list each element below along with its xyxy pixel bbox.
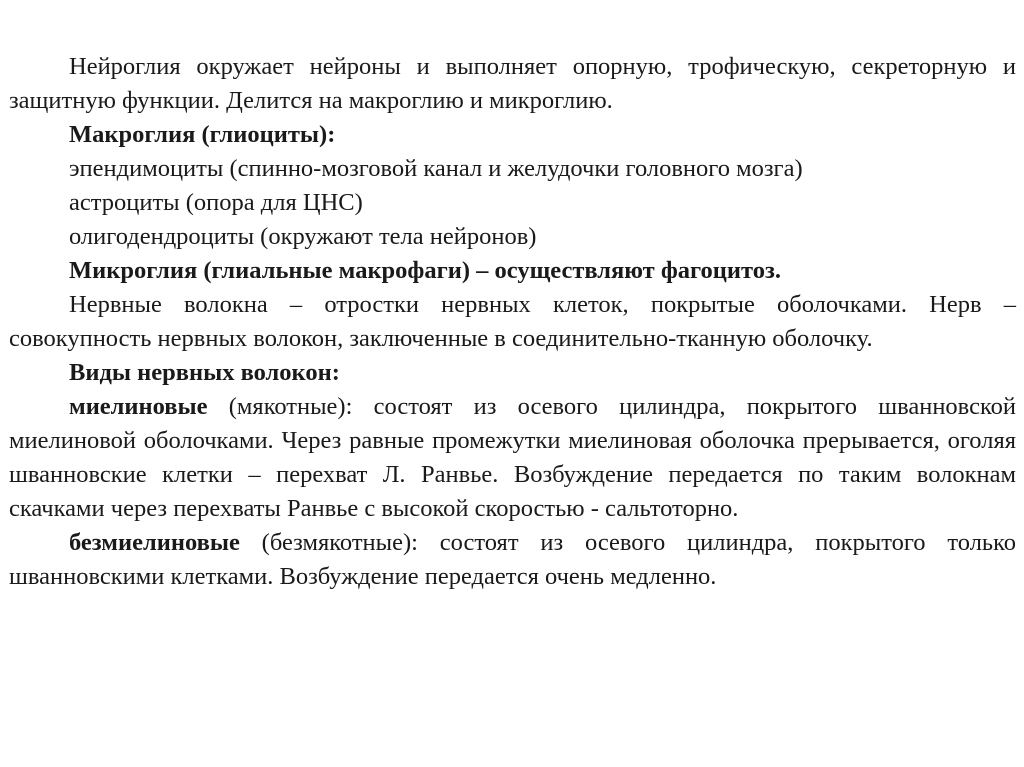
nerve-fibers-paragraph: Нервные волокна – отростки нервных клеток, покрытые оболочками. Нерв – совокупность нервных волокон, заключенные в соединительно-тканную оболочку. [9,291,1016,352]
oligodendrocytes-line: олигодендроциты (окружают тела нейронов) [69,223,537,250]
macroglia-heading: Макроглия (глиоциты): [69,121,336,148]
astrocytes-line: астроциты (опора для ЦНС) [69,189,363,216]
myelinated-term: миелиновые [69,393,208,420]
myelinated-text: (мякотные): состоят из осевого цилиндра, покрытого шванновской миелиновой оболочками. Через равные промежутки миелиновая оболочка прерывается, оголяя шванновские клетки – перехват Л. Ранвье. Возбуждение передается по таким волокнам скачками через перехваты Ранвье с высокой скоростью - сальтоторно. [9,393,1016,522]
microglia-heading: Микроглия (глиальные макрофаги) – осуществляют фагоцитоз. [69,257,781,284]
fiber-types-heading: Виды нервных волокон: [69,359,340,386]
unmyelinated-text: (безмякотные): состоят из осевого цилиндра, покрытого только шванновскими клетками. Возбуждение передается очень медленно. [9,529,1016,590]
unmyelinated-paragraph [9,526,1016,594]
unmyelinated-term: безмиелиновые [69,529,240,556]
slide-text-body [9,50,1016,594]
ependymocytes-line: эпендимоциты (спинно-мозговой канал и желудочки головного мозга) [69,155,803,182]
myelinated-paragraph [9,390,1016,526]
intro-paragraph: Нейроглия окружает нейроны и выполняет опорную, трофическую, секреторную и защитную функции. Делится на макроглию и микроглию. [9,53,1016,114]
